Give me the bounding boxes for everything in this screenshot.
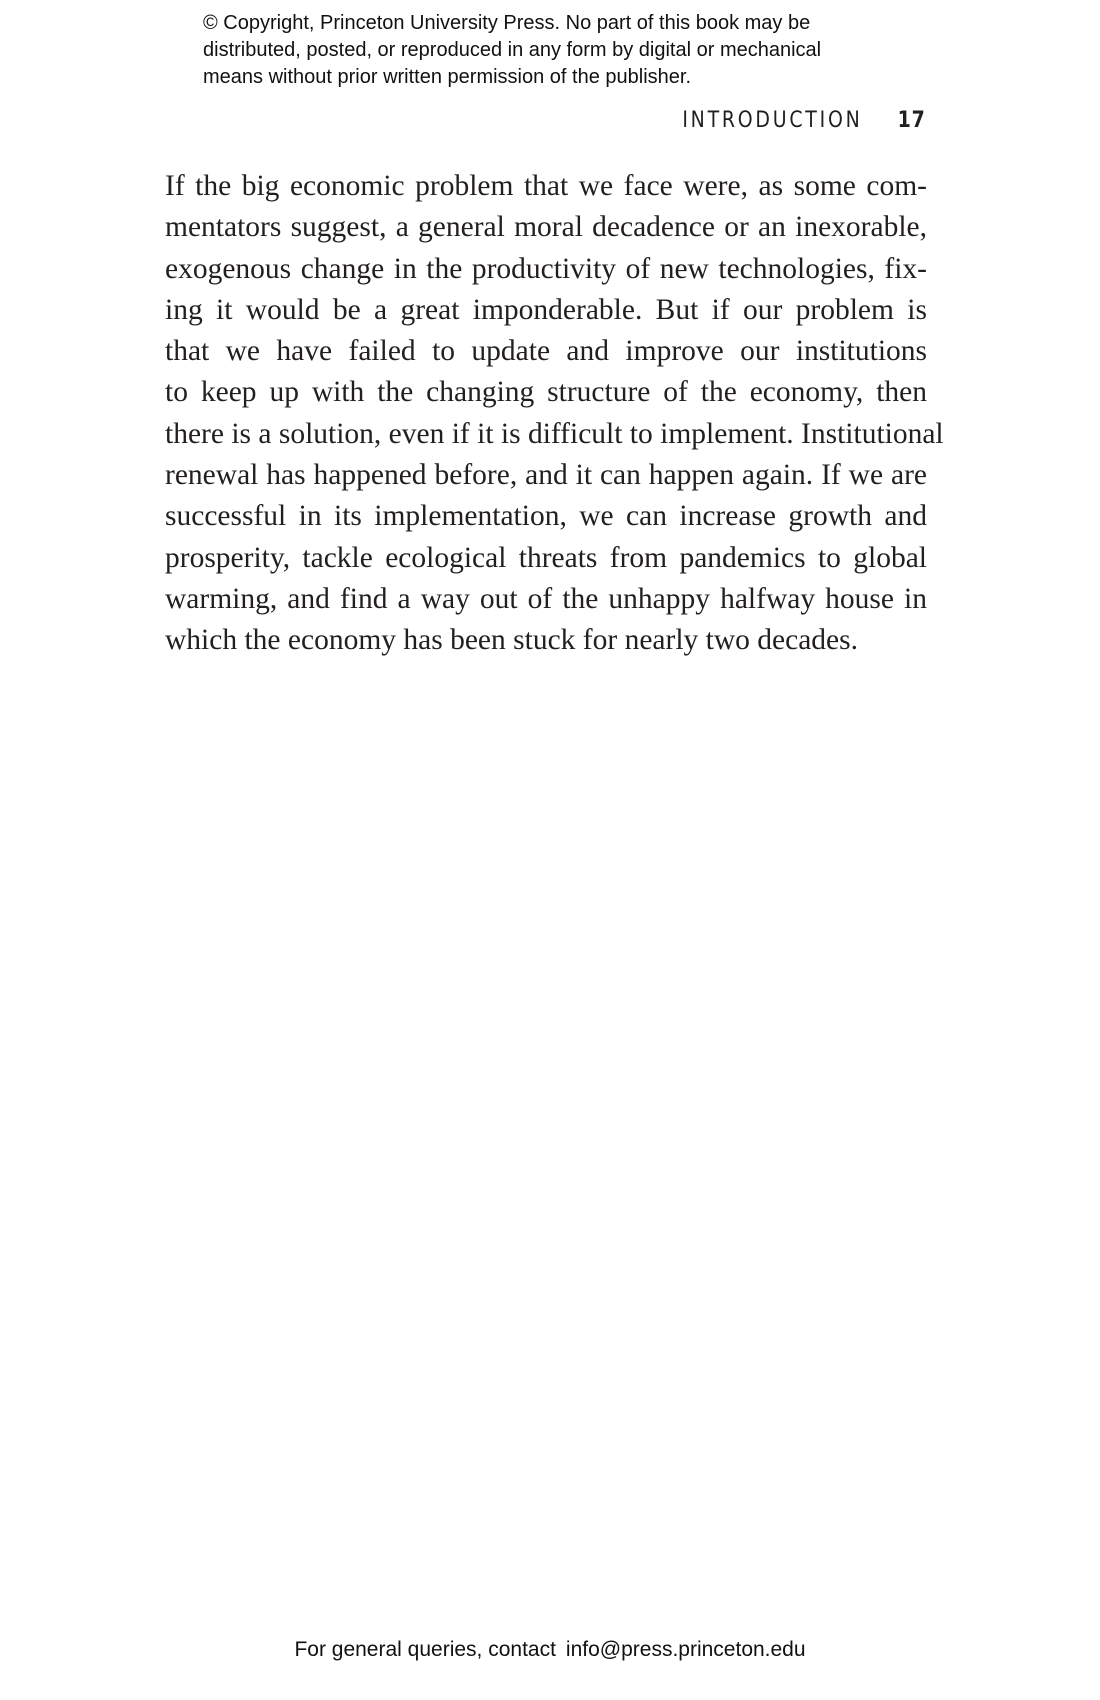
copyright-line: distributed, posted, or reproduced in any form by digital or mechanical [203,39,822,61]
paragraph-line: there is a solution, even if it is difficult to implement. Institutional [165,417,944,450]
paragraph-line: ing it would be a great imponderable. But if our problem is [165,293,927,326]
paragraph-line: exogenous change in the productivity of new technologies, fix- [165,252,927,285]
running-head-section: INTRODUCTION [682,108,863,133]
paragraph-line: that we have failed to update and improve our institutions [165,335,927,368]
paragraph-line: successful in its implementation, we can increase growth and [165,500,927,533]
paragraph-line: which the economy has been stuck for nearly two decades. [165,624,859,657]
page-number: 17 [897,108,926,133]
copyright-line: © Copyright, Princeton University Press. No part of this book may be [203,12,811,34]
running-head [653,106,926,136]
copyright-line: means without prior written permission of the publisher. [203,66,692,88]
footer-email-link[interactable]: info@press.princeton.edu [565,1638,806,1661]
paragraph-line: warming, and find a way out of the unhappy halfway house in [165,582,927,615]
paragraph-line: If the big economic problem that we face were, as some com- [165,170,927,202]
footer-contact [0,1636,1100,1664]
paragraph-line: renewal has happened before, and it can happen again. If we are [165,459,927,492]
paragraph-line: prosperity, tackle ecological threats from pandemics to global [165,541,927,574]
footer-text: For general queries, contact [294,1638,556,1661]
paragraph-line: to keep up with the changing structure of the economy, then [165,376,927,409]
body-paragraph [165,166,944,662]
paragraph-line: mentators suggest, a general moral decadence or an inexorable, [165,211,927,244]
copyright-notice [203,10,923,91]
